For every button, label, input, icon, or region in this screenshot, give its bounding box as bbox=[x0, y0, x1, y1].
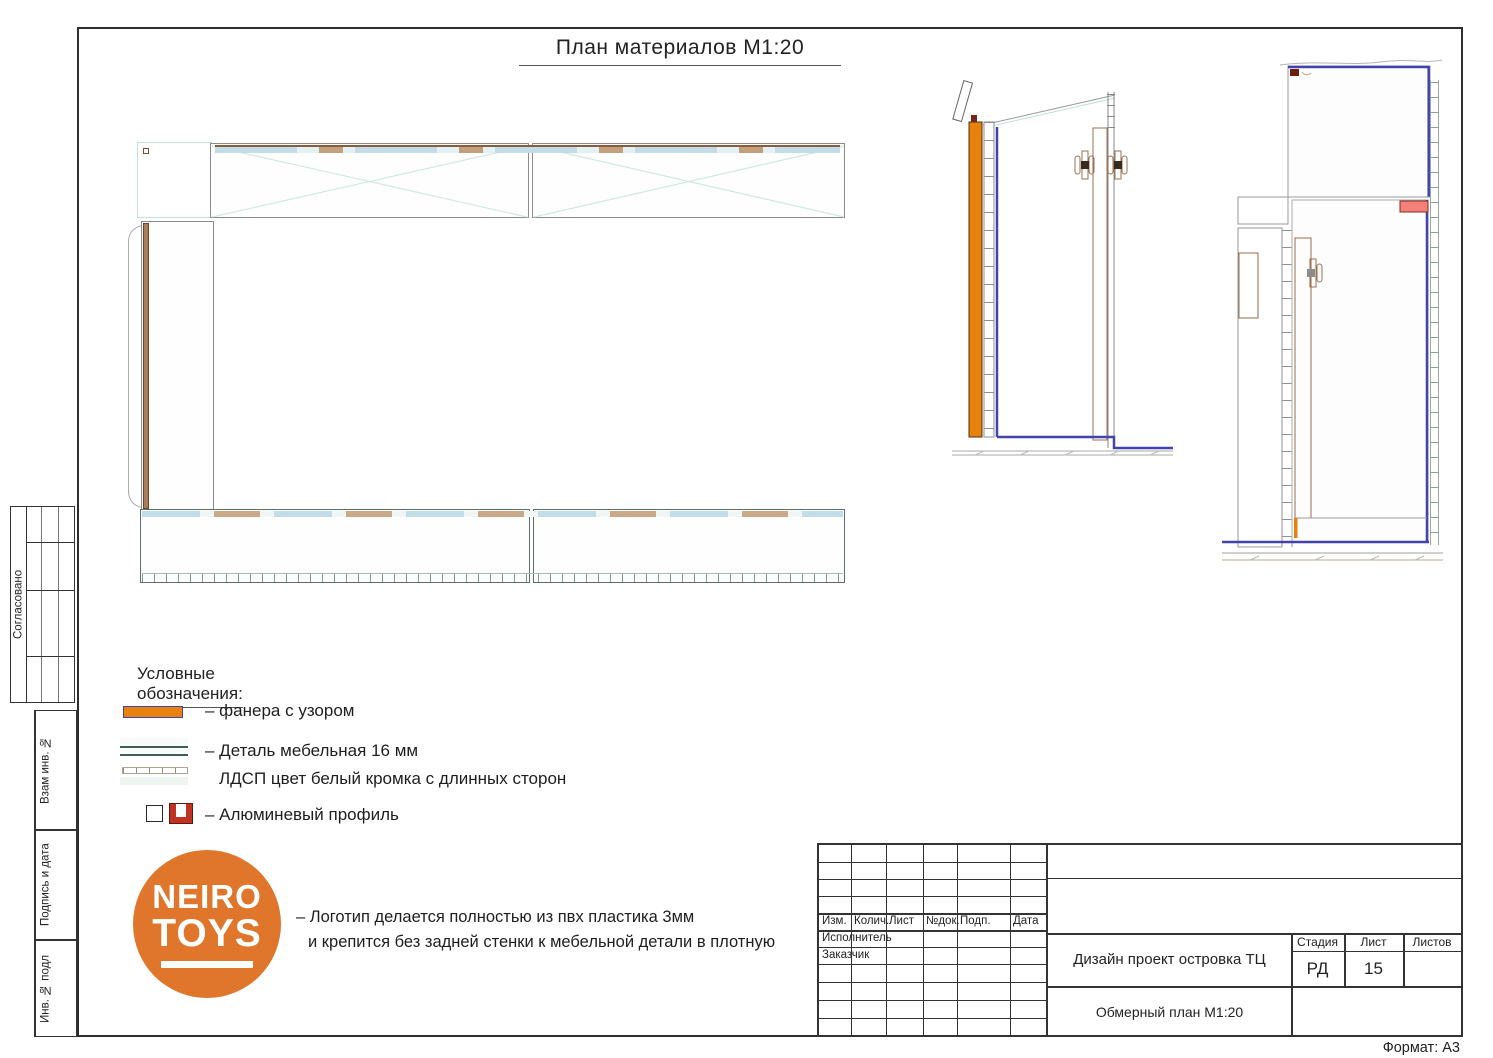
logo-line1: NEIRO bbox=[152, 877, 262, 915]
aluminium-u-profile-swatch bbox=[170, 804, 192, 823]
plywood-swatch bbox=[123, 706, 183, 718]
title-block bbox=[817, 843, 1463, 1037]
row-ispolnitel: Исполнитель bbox=[822, 932, 892, 944]
aluminium-square-swatch bbox=[146, 805, 163, 822]
logo-note-line1: – Логотип делается полностью из пвх пластика 3мм bbox=[296, 908, 695, 926]
logo-plate-marker bbox=[1400, 201, 1428, 212]
left-door-panel bbox=[1239, 253, 1258, 318]
tilted-post bbox=[953, 81, 973, 122]
project-title: Дизайн проект островка ТЦ bbox=[1073, 951, 1266, 968]
furniture-panel-swatch bbox=[120, 738, 188, 752]
format-note: Формат: А3 bbox=[1382, 1040, 1460, 1056]
inv-no-stamp bbox=[34, 940, 77, 1037]
replace-inv-label: Взам инв. № bbox=[35, 711, 55, 829]
plan-left-cabinet bbox=[141, 221, 214, 511]
sheets-value bbox=[1403, 951, 1461, 986]
plan-bottom-ticks bbox=[142, 573, 843, 582]
plywood-panel bbox=[969, 122, 982, 437]
upper-sign-box bbox=[1288, 66, 1430, 197]
sign-date-stamp bbox=[34, 830, 77, 940]
plan-bottom-cabinet-left bbox=[140, 509, 530, 583]
approved-label: Согласовано bbox=[12, 569, 25, 640]
panel-line bbox=[120, 746, 188, 748]
col-izm: Изм. bbox=[822, 915, 847, 927]
cam-fitting-symbol bbox=[1075, 151, 1094, 179]
approved-stamp bbox=[10, 506, 75, 703]
col-list: Лист bbox=[889, 915, 914, 927]
doc-title: Обмерный план М1:20 bbox=[1095, 1003, 1244, 1020]
legend-heading: Условные обозначения: bbox=[137, 664, 243, 708]
col-podp: Подп. bbox=[960, 915, 991, 927]
cam-fitting-symbol bbox=[1108, 151, 1127, 179]
sheet-value: 15 bbox=[1364, 958, 1383, 978]
page-title: План материалов М1:20 bbox=[519, 36, 841, 66]
panel-edge-ticks bbox=[122, 767, 188, 774]
row-zakazchik: Заказчик bbox=[822, 949, 870, 961]
neirotoys-logo bbox=[133, 850, 281, 998]
legend-item-label: – фанера с узором bbox=[205, 701, 355, 720]
main-body bbox=[1292, 200, 1428, 542]
section-view-front bbox=[1220, 58, 1445, 568]
logo-underline bbox=[161, 961, 253, 968]
legend-item-label2: ЛДСП цвет белый кромка с длинных сторон bbox=[219, 769, 567, 788]
panel-shadow-strip bbox=[120, 777, 188, 785]
sign-date-label: Подпись и дата bbox=[35, 831, 55, 939]
col-kolich: Колич. bbox=[854, 915, 890, 927]
logo-note-line2: и крепится без задней стенки к мебельной детали в плотную bbox=[308, 933, 776, 951]
col-ndok: №док. bbox=[926, 915, 960, 927]
legend-item-label: – Алюминевый профиль bbox=[205, 805, 399, 824]
sheet-label: Лист bbox=[1360, 935, 1387, 949]
plan-bottom-cabinet-right bbox=[533, 509, 845, 583]
plan-bottom-edge-strip bbox=[142, 511, 843, 517]
plan-left-plywood-strip bbox=[143, 223, 149, 509]
sheets-label: Листов bbox=[1412, 935, 1452, 949]
col-data: Дата bbox=[1013, 915, 1039, 927]
back-panel bbox=[1093, 128, 1107, 440]
inv-no-label: Инв. № подл bbox=[35, 941, 55, 1036]
red-bracket-marker bbox=[1290, 69, 1299, 76]
plywood-sliver bbox=[1294, 518, 1298, 538]
stage-value: РД bbox=[1306, 958, 1329, 978]
legend-item-label: – Деталь мебельная 16 мм bbox=[205, 741, 419, 760]
replace-inv-stamp bbox=[34, 710, 77, 830]
logo-line2: TOYS bbox=[152, 912, 262, 956]
panel-line bbox=[120, 754, 188, 756]
plan-top-edge-strip bbox=[215, 145, 840, 153]
stage-label: Стадия bbox=[1297, 935, 1338, 949]
section-view-side bbox=[950, 78, 1175, 463]
